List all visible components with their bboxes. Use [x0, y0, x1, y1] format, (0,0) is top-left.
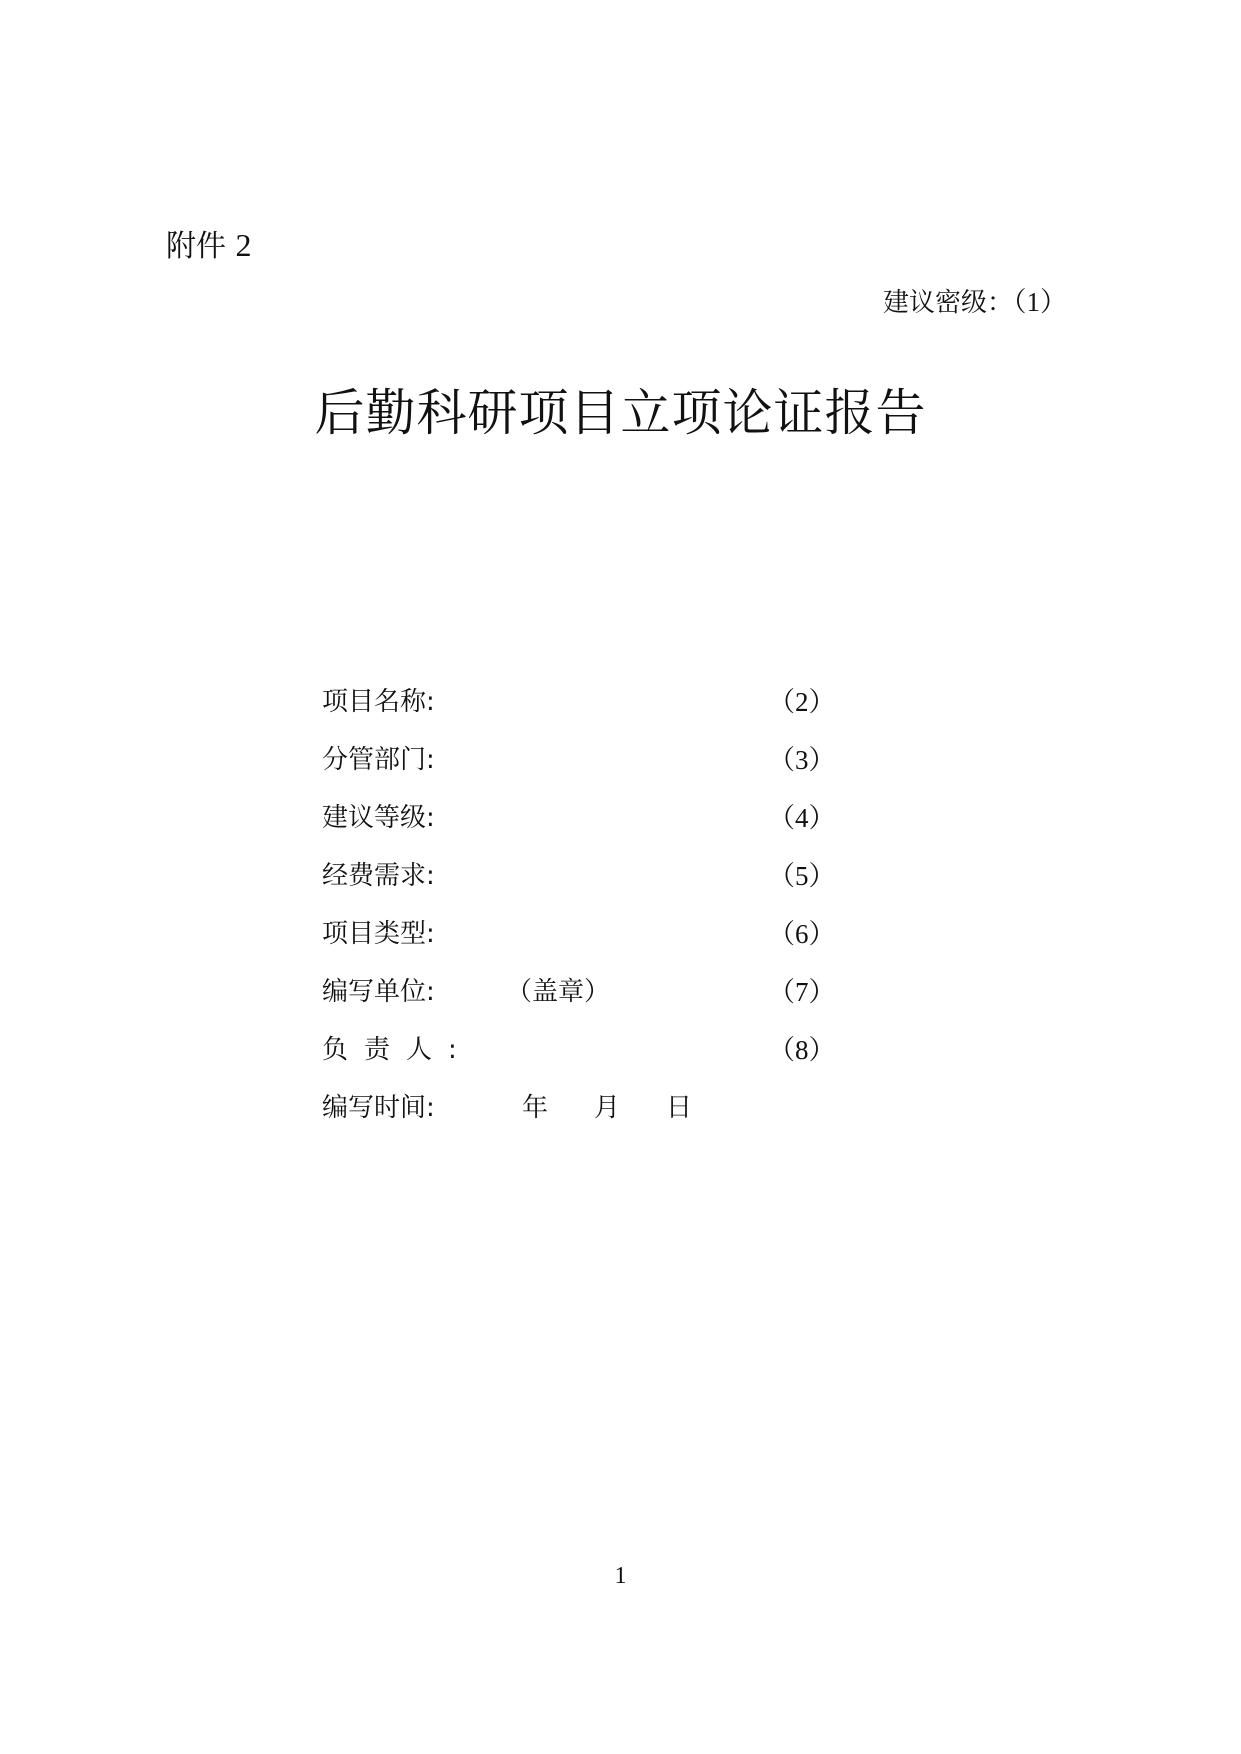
- field-project-type: [322, 914, 836, 972]
- field-suggested-level: [322, 798, 836, 856]
- field-note: （5）: [768, 861, 836, 891]
- field-note: （2）: [768, 687, 836, 717]
- field-label: 编写时间:: [322, 1093, 435, 1123]
- field-label: 项目名称:: [322, 687, 435, 717]
- date-day: 日: [666, 1093, 693, 1123]
- field-department: [322, 740, 836, 798]
- attachment-text: 附件: [166, 229, 226, 264]
- field-label: 项目类型:: [322, 919, 435, 949]
- field-note: （8）: [768, 1035, 836, 1065]
- page-number: 1: [614, 1563, 627, 1589]
- field-author-unit: [322, 972, 836, 1030]
- field-label: 编写单位:: [322, 977, 435, 1007]
- classification-note: （1）: [1013, 287, 1067, 317]
- field-note: （4）: [768, 803, 836, 833]
- attachment-label: [166, 225, 252, 267]
- classification-line: [883, 284, 1067, 321]
- date-year: 年: [522, 1093, 549, 1123]
- field-funding: [322, 856, 836, 914]
- field-label: 建议等级:: [322, 803, 435, 833]
- field-label: 负责人:: [322, 1035, 473, 1065]
- field-note: （6）: [768, 919, 836, 949]
- classification-label: 建议密级：: [882, 288, 1013, 318]
- field-note: （7）: [768, 977, 836, 1007]
- field-value: （盖章）: [506, 977, 611, 1007]
- date-month: 月: [594, 1093, 621, 1123]
- field-label: 分管部门:: [322, 745, 435, 775]
- field-date: [322, 1088, 822, 1146]
- cover-fields: [322, 682, 836, 1146]
- attachment-number: 2: [235, 227, 252, 263]
- field-label: 经费需求:: [322, 861, 435, 891]
- field-person-in-charge: [322, 1030, 836, 1088]
- page-title: 后勤科研项目立项论证报告: [314, 384, 927, 442]
- field-note: （3）: [768, 745, 836, 775]
- field-project-name: [322, 682, 836, 740]
